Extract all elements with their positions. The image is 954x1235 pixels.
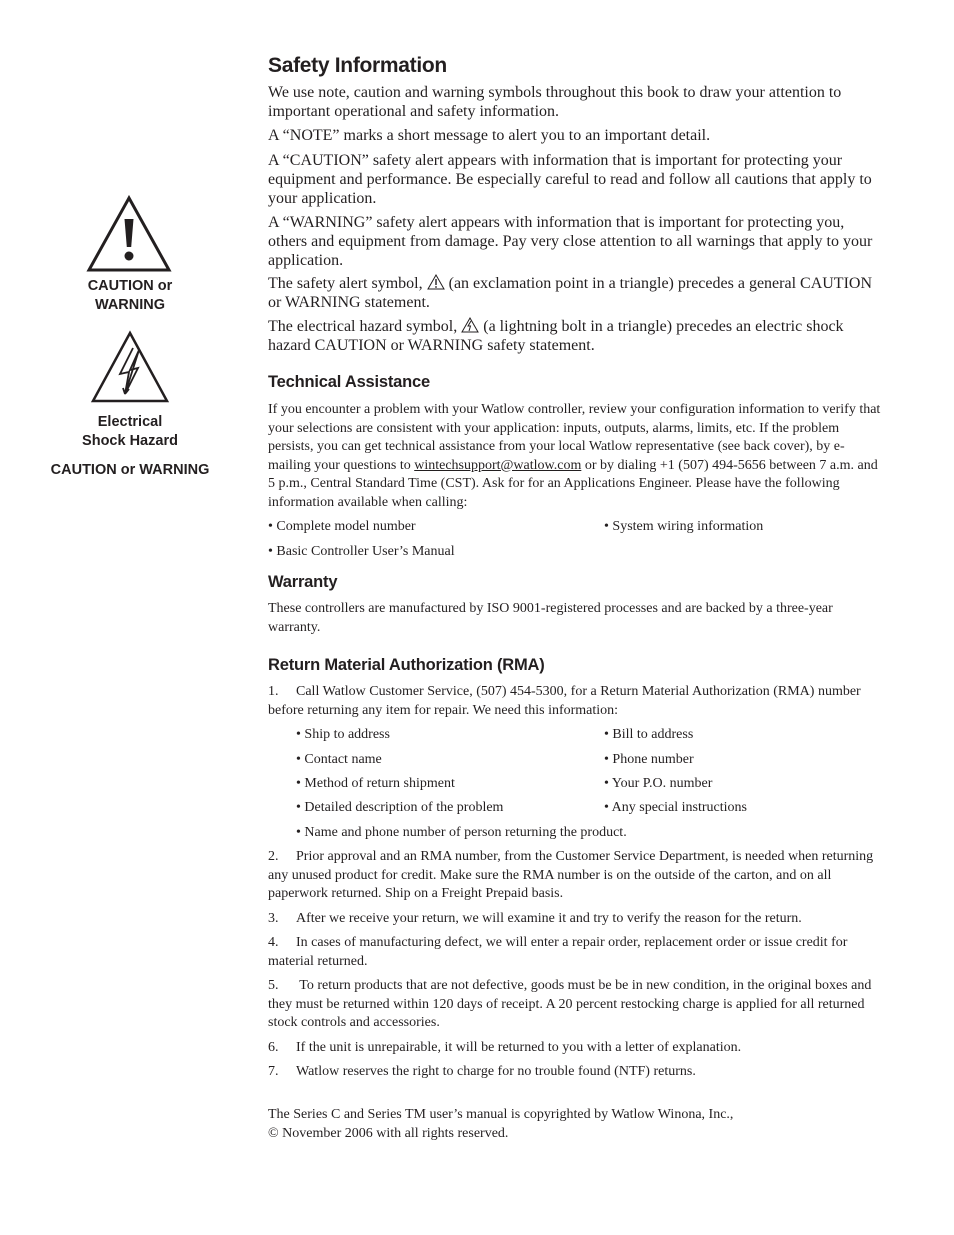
copyright-line-1: The Series C and Series TM user’s manual is copyrighted by Watlow Winona, Inc., (268, 1107, 734, 1122)
shock-label: Electrical Shock Hazard (82, 414, 178, 449)
list-item: • Any special instructions (604, 800, 747, 815)
list-item: • Name and phone number of person returning the product. (296, 825, 627, 840)
list-item: • Complete model number (268, 519, 416, 534)
rma-item-1: 1. Call Watlow Customer Service, (507) 454-5300, for a Return Material Authorization (RMA) number before returning any item for repair. We need this information: (268, 684, 861, 718)
warranty-title: Warranty (268, 573, 338, 591)
list-item: • Detailed description of the problem (296, 800, 504, 815)
safety-alert-paragraph: The safety alert symbol, (an exclamation point in a triangle) precedes a general CAUTION or WARNING statement. (268, 275, 873, 311)
small-caution-icon (427, 274, 445, 290)
caution-triangle-icon (86, 195, 172, 273)
list-item: • Method of return shipment (296, 776, 455, 791)
list-item: • Bill to address (604, 727, 694, 742)
electrical-hazard-icon (90, 330, 170, 404)
rma-title: Return Material Authorization (RMA) (268, 656, 545, 674)
copyright-line-2: © November 2006 with all rights reserved. (268, 1126, 509, 1141)
rma-item-4: 4. In cases of manufacturing defect, we will enter a repair order, replacement order or issue credit for material returned. (268, 935, 848, 969)
small-lightning-icon (461, 317, 479, 333)
safety-intro: We use note, caution and warning symbols throughout this book to draw your attention to important operational and safety information. (268, 84, 842, 120)
rma-item-6: 6. If the unit is unrepairable, it will be returned to you with a letter of explanation. (268, 1040, 742, 1055)
list-item: • Ship to address (296, 727, 390, 742)
warranty-paragraph: These controllers are manufactured by ISO 9001-registered processes and are backed by a three-year warranty. (268, 601, 833, 635)
list-item: • System wiring information (604, 519, 764, 534)
caution-label: CAUTION or WARNING (87, 278, 173, 313)
list-item: • Contact name (296, 752, 382, 767)
support-email-link[interactable]: wintechsupport@watlow.com (414, 457, 582, 473)
safety-title: Safety Information (268, 54, 447, 77)
shock-caution-label: CAUTION or WARNING (50, 462, 210, 478)
note-paragraph: A “NOTE” marks a short message to alert you to an important detail. (268, 127, 711, 144)
list-item: • Phone number (604, 752, 694, 767)
list-item: • Basic Controller User’s Manual (268, 544, 455, 559)
list-item: • Your P.O. number (604, 776, 713, 791)
rma-item-2: 2. Prior approval and an RMA number, from the Customer Service Department, is needed when returning any unused product for credit. Make sure the RMA number is on the outside of the carton, and on all paperwork returned. Ship on a Freight Prepaid basis. (268, 849, 874, 901)
rma-item-7: 7. Watlow reserves the right to charge for no trouble found (NTF) returns. (268, 1064, 696, 1079)
warning-paragraph: A “WARNING” safety alert appears with information that is important for protecting you, others and equipment from damage. Pay very close attention to all warnings that apply to your application. (268, 214, 873, 269)
tech-assistance-title: Technical Assistance (268, 373, 430, 391)
electrical-hazard-paragraph: The electrical hazard symbol, (a lightning bolt in a triangle) precedes an electric shock hazard CAUTION or WARNING safety statement. (268, 318, 844, 354)
rma-item-3: 3. After we receive your return, we will examine it and try to verify the reason for the return. (268, 911, 802, 926)
caution-paragraph: A “CAUTION” safety alert appears with information that is important for protecting your equipment and performance. Be especially careful to read and follow all cautions that apply to your application. (268, 152, 872, 207)
rma-item-5: 5. To return products that are not defective, goods must be be in new condition, in the original boxes and they must be returned within 120 days of receipt. A 20 percent restocking charge is applied for all returned stock controls and accessories. (268, 978, 872, 1030)
tech-assistance-paragraph: If you encounter a problem with your Watlow controller, review your configuration information to verify that your selections are consistent with your application: inputs, outputs, alarms, limits, etc. If the problem persists, you can get technical assistance from your local Watlow representative (see back cover), by e-mailing your questions to wintechsupport@watlow.com or by dialing +1 (507) 494-5656 between 7 a.m. and 5 p.m., Central Standard Time (CST). Ask for for an Applications Engineer. Please have the following information available when calling: (268, 402, 881, 510)
